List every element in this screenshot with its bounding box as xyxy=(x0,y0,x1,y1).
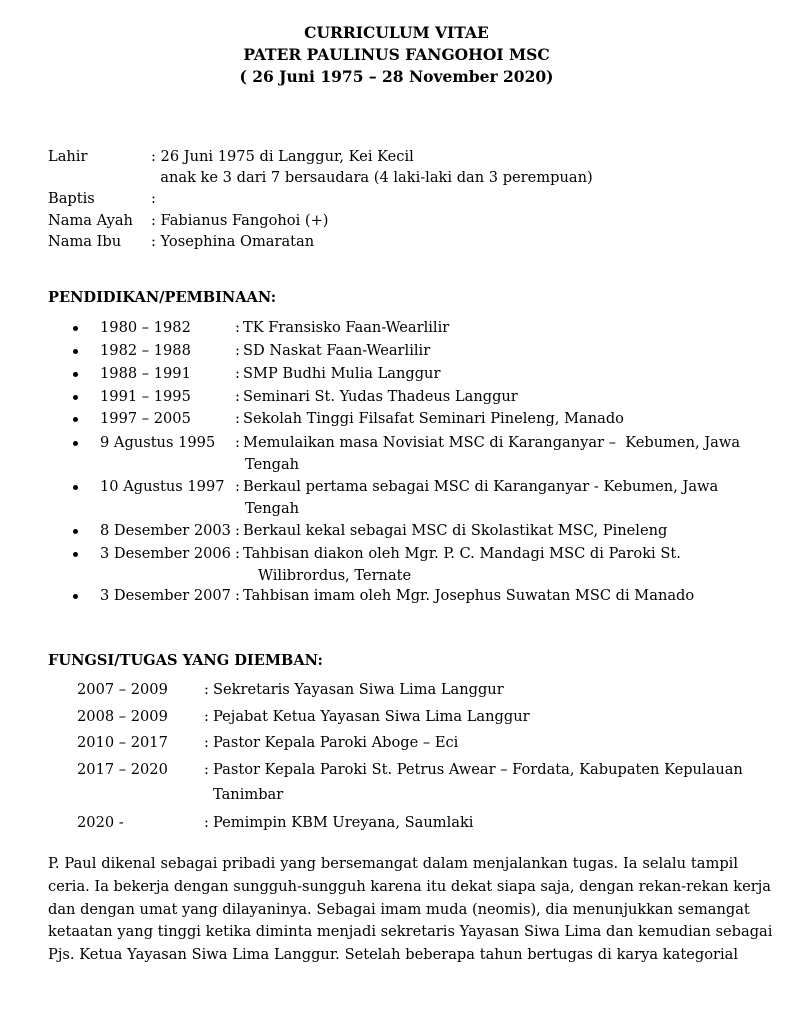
item-date: 8 Desember 2003 xyxy=(100,522,231,539)
biography-paragraph xyxy=(48,853,773,967)
info-row-siblings xyxy=(48,167,748,188)
item-date: 10 Agustus 1997 xyxy=(100,478,225,495)
item-text: Pemimpin KBM Ureyana, Saumlaki xyxy=(213,814,474,831)
item-date: 2020 - xyxy=(77,814,124,831)
item-date: 1982 – 1988 xyxy=(100,342,191,359)
info-value: : 26 Juni 1975 di Langgur, Kei Kecil xyxy=(151,148,414,165)
title-dates: ( 26 Juni 1975 – 28 November 2020) xyxy=(239,67,554,86)
paragraph-line: ketaatan yang tinggi ketika diminta menjadi sekretaris Yayasan Siwa Lima dan kemudian sebagai xyxy=(48,923,773,941)
document-title xyxy=(0,22,793,88)
bullet-icon xyxy=(73,326,78,331)
info-row-ibu xyxy=(48,231,748,252)
item-colon: : xyxy=(235,478,240,495)
bullet-icon xyxy=(73,485,78,490)
info-value: : xyxy=(151,190,156,208)
item-colon: : xyxy=(204,681,209,698)
item-date: 3 Desember 2007 xyxy=(100,587,231,604)
info-row-ayah xyxy=(48,210,748,231)
item-colon: : xyxy=(235,410,240,427)
paragraph-line: Pjs. Ketua Yayasan Siwa Lima Langgur. Setelah beberapa tahun bertugas di karya kategorial xyxy=(48,946,738,964)
personal-info xyxy=(48,146,748,252)
functions-heading: FUNGSI/TUGAS YANG DIEMBAN: xyxy=(48,652,323,669)
title-name: PATER PAULINUS FANGOHOI MSC xyxy=(243,45,550,64)
item-date: 2017 – 2020 xyxy=(77,761,168,778)
item-colon: : xyxy=(204,734,209,751)
info-row-baptis xyxy=(48,188,748,209)
item-text: SMP Budhi Mulia Langgur xyxy=(243,365,441,382)
education-heading: PENDIDIKAN/PEMBINAAN: xyxy=(48,289,277,306)
item-colon: : xyxy=(235,388,240,405)
info-value: anak ke 3 dari 7 bersaudara (4 laki-laki dan 3 perempuan) xyxy=(151,169,593,187)
item-date: 1988 – 1991 xyxy=(100,365,191,382)
item-text: Sekretaris Yayasan Siwa Lima Langgur xyxy=(213,681,504,698)
item-date: 9 Agustus 1995 xyxy=(100,434,216,451)
item-text: Seminari St. Yudas Thadeus Langgur xyxy=(243,388,518,405)
item-date: 2010 – 2017 xyxy=(77,734,168,751)
item-colon: : xyxy=(235,319,240,336)
item-text: SD Naskat Faan-Wearlilir xyxy=(243,342,431,359)
item-text: TK Fransisko Faan-Wearlilir xyxy=(243,319,450,336)
item-text: Pastor Kepala Paroki Aboge – Eci xyxy=(213,734,459,751)
bullet-icon xyxy=(73,372,78,377)
item-text: Pejabat Ketua Yayasan Siwa Lima Langgur xyxy=(213,708,530,725)
item-colon: : xyxy=(204,761,209,778)
item-text: Pastor Kepala Paroki St. Petrus Awear – Fordata, Kabupaten Kepulauan xyxy=(213,761,743,778)
item-colon: : xyxy=(235,545,240,562)
bullet-icon xyxy=(73,395,78,400)
item-text: Sekolah Tinggi Filsafat Seminari Pineleng, Manado xyxy=(243,410,624,427)
item-date: 3 Desember 2006 xyxy=(100,545,231,562)
item-text-continued: Tengah xyxy=(245,500,300,517)
bullet-icon xyxy=(73,594,78,599)
paragraph-line: P. Paul dikenal sebagai pribadi yang bersemangat dalam menjalankan tugas. Ia selalu tampil xyxy=(48,855,738,872)
info-row-lahir xyxy=(48,146,748,167)
bullet-icon xyxy=(73,349,78,354)
item-text: Memulaikan masa Novisiat MSC di Karanganyar – Kebumen, Jawa xyxy=(243,434,741,451)
item-text: Tahbisan imam oleh Mgr. Josephus Suwatan MSC di Manado xyxy=(243,587,695,604)
item-text: Tahbisan diakon oleh Mgr. P. C. Mandagi MSC di Paroki St. xyxy=(243,545,681,562)
paragraph-line: ceria. Ia bekerja dengan sungguh-sungguh karena itu dekat siapa saja, dengan rekan-rekan kerja xyxy=(48,877,771,895)
item-text-continued: Tanimbar xyxy=(213,786,284,803)
item-colon: : xyxy=(235,522,240,539)
info-value: : Yosephina Omaratan xyxy=(151,232,315,250)
bullet-icon xyxy=(73,529,78,534)
bullet-icon xyxy=(73,441,78,446)
item-date: 1980 – 1982 xyxy=(100,319,191,336)
item-colon: : xyxy=(204,708,209,725)
item-colon: : xyxy=(204,814,209,831)
item-date: 1997 – 2005 xyxy=(100,410,191,427)
item-colon: : xyxy=(235,434,240,451)
item-date: 1991 – 1995 xyxy=(100,388,191,405)
info-label: Lahir xyxy=(48,148,88,165)
title-cv: CURRICULUM VITAE xyxy=(304,23,489,42)
item-text: Berkaul pertama sebagai MSC di Karanganyar - Kebumen, Jawa xyxy=(243,478,719,495)
info-label: Nama Ibu xyxy=(48,232,122,250)
item-colon: : xyxy=(235,365,240,382)
item-date: 2007 – 2009 xyxy=(77,681,168,698)
bullet-icon xyxy=(73,417,78,422)
info-label: Baptis xyxy=(48,190,95,208)
item-colon: : xyxy=(235,342,240,359)
item-text-continued: Wilibrordus, Ternate xyxy=(258,567,412,584)
item-date: 2008 – 2009 xyxy=(77,708,168,725)
info-value: : Fabianus Fangohoi (+) xyxy=(151,211,329,229)
item-colon: : xyxy=(235,587,240,604)
item-text-continued: Tengah xyxy=(245,456,300,473)
info-label: Nama Ayah xyxy=(48,211,133,229)
item-text: Berkaul kekal sebagai MSC di Skolastikat MSC, Pineleng xyxy=(243,522,668,539)
bullet-icon xyxy=(73,552,78,557)
paragraph-line: dan dengan umat yang dilayaninya. Sebagai imam muda (neomis), dia menunjukkan semangat xyxy=(48,900,750,918)
